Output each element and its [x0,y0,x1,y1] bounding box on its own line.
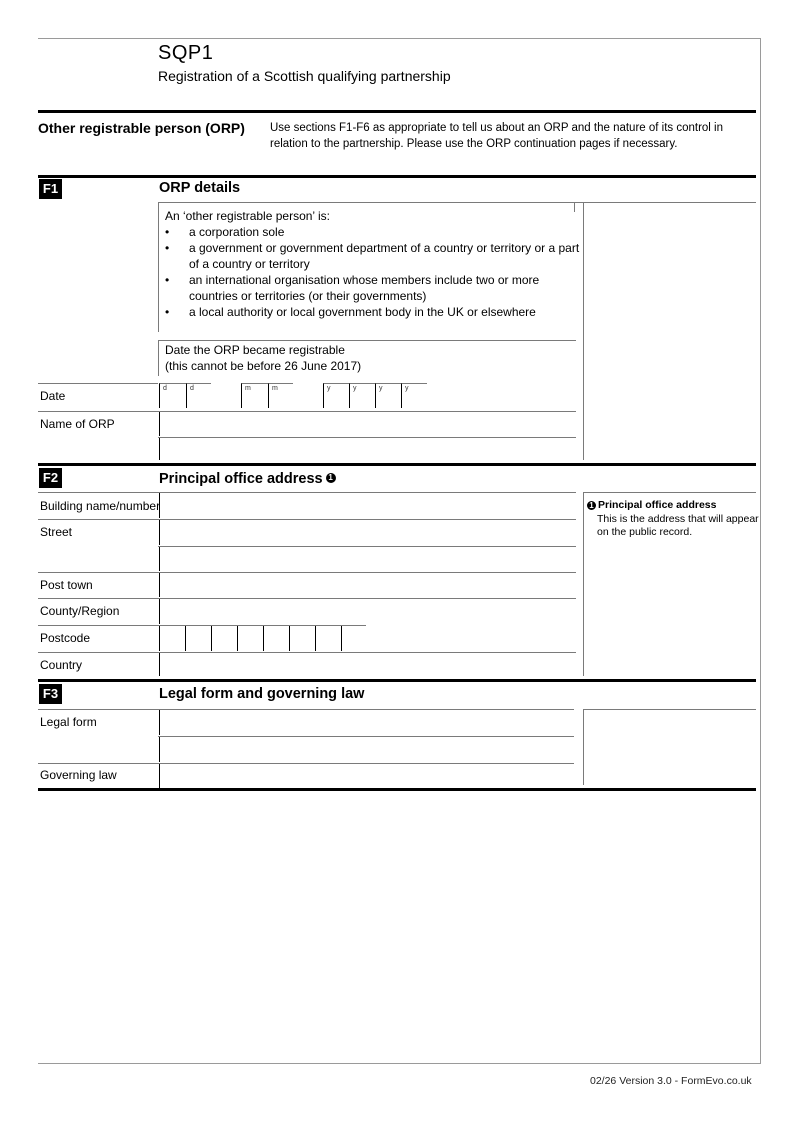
section-rule [38,110,756,113]
governing-law-label: Governing law [40,768,117,782]
street-label: Street [40,525,73,539]
postcode-char-box[interactable] [315,626,341,651]
section-title-f3: Legal form and governing law [159,686,365,702]
post-town-input[interactable] [159,573,577,597]
orp-name-input-line2[interactable] [159,438,577,460]
date-digit-box[interactable]: y [349,383,375,408]
building-input[interactable] [159,493,577,518]
list-item: • an international organisation whose members include two or more countries or territories (or their governments) [165,273,540,303]
postcode-char-box[interactable] [159,626,185,651]
section-rule [38,788,756,791]
date-digit-box[interactable]: d [159,383,186,408]
postcode-char-box[interactable] [237,626,263,651]
list-item: • a government or government department of a country or territory or a part of a country or territory [165,241,580,271]
section-title-f2: Principal office address 1 [159,471,336,487]
date-label: Date [40,389,66,403]
date-digit-box[interactable]: y [375,383,401,408]
orp-intro-text: Use sections F1-F6 as appropriate to tell us about an ORP and the nature of its control in relation to the partnership. Please use the ORP continuation pages if necessary. [270,122,724,150]
post-town-label: Post town [40,578,93,592]
governing-law-input[interactable] [159,764,575,788]
page-frame-right [760,38,761,1064]
list-item: • a corporation sole [165,225,285,239]
section-rule [38,175,756,178]
legal-form-label: Legal form [40,715,97,729]
divider [583,492,756,493]
orp-name-input[interactable] [159,412,577,436]
bullet: • [165,225,170,239]
help-text: This is the address that will appear [597,513,759,525]
building-label: Building name/number [40,499,161,513]
country-input[interactable] [159,653,577,676]
date-digit-box[interactable]: d [186,383,211,408]
orp-name-label: Name of ORP [40,417,115,431]
info-icon: 1 [587,501,596,510]
country-label: Country [40,658,83,672]
bullet: • [165,273,170,287]
divider [158,340,159,376]
definition-lead: An ‘other registrable person’ is: [165,209,330,223]
postcode-label: Postcode [40,631,91,645]
street-input[interactable] [159,520,577,545]
divider [38,383,158,384]
legal-form-input-line2[interactable] [159,737,575,762]
postcode-char-box[interactable] [341,626,367,651]
bullet: • [165,241,170,255]
postcode-char-box[interactable] [263,626,289,651]
postcode-char-box[interactable] [185,626,211,651]
divider [583,492,584,676]
section-title-f1: ORP details [159,180,241,196]
section-rule [38,679,756,682]
list-item: • a local authority or local government body in the UK or elsewhere [165,305,536,319]
postcode-char-box[interactable] [289,626,315,651]
help-title: 1 Principal office address [587,499,716,511]
section-rule [38,463,756,466]
section-badge-f1: F1 [39,179,62,199]
divider [583,202,584,460]
date-digit-box[interactable]: y [401,383,427,408]
definition-list [160,224,580,320]
orp-definition [160,202,580,320]
divider [583,709,584,785]
date-digit-box[interactable]: m [241,383,268,408]
date-digit-box[interactable]: m [268,383,293,408]
orp-heading: Other registrable person (ORP) [38,120,245,136]
county-input[interactable] [159,599,577,624]
date-caption: Date the ORP became registrable [165,343,345,357]
bullet: • [165,305,170,319]
divider [583,709,756,710]
date-caption-note: (this cannot be before 26 June 2017) [165,359,362,373]
footer-version: 02/26 Version 3.0 - FormEvo.co.uk [590,1075,752,1087]
form-title: Registration of a Scottish qualifying partnership [158,68,451,84]
info-icon: 1 [326,473,336,483]
legal-form-input[interactable] [159,710,575,735]
divider [158,340,576,341]
page-frame-bottom [38,1063,761,1064]
street-input-line2[interactable] [159,547,577,571]
section-badge-f3: F3 [39,684,62,704]
section-badge-f2: F2 [39,468,62,488]
help-text: on the public record. [597,526,693,538]
county-label: County/Region [40,604,120,618]
divider [158,202,159,332]
page-frame-top [38,38,761,39]
postcode-char-box[interactable] [211,626,237,651]
form-code: SQP1 [158,42,214,64]
date-digit-box[interactable]: y [323,383,349,408]
